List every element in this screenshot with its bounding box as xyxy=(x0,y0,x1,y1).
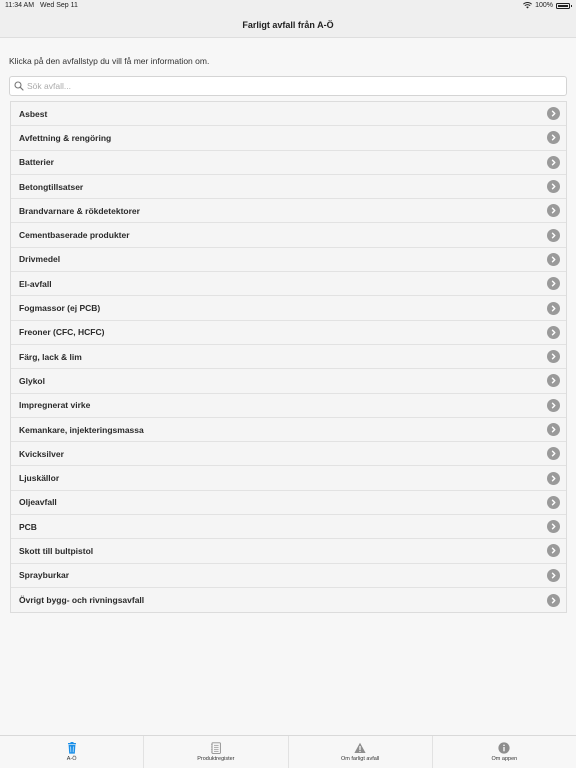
list-item-label: Fogmassor (ej PCB) xyxy=(19,303,101,314)
list-item-label: PCB xyxy=(19,521,37,532)
search-input[interactable] xyxy=(27,81,547,91)
chevron-right-icon xyxy=(547,326,560,339)
list-item-label: Sprayburkar xyxy=(19,570,70,581)
chevron-right-icon xyxy=(547,253,560,266)
chevron-right-icon xyxy=(547,594,560,607)
wifi-icon xyxy=(523,2,532,9)
list-item-label: Asbest xyxy=(19,108,48,119)
list-item[interactable] xyxy=(11,248,566,272)
list-item-label: Kemankare, injekteringsmassa xyxy=(19,424,144,435)
tab-om-appen[interactable] xyxy=(433,736,576,768)
chevron-right-icon xyxy=(547,399,560,412)
chevron-right-icon xyxy=(547,302,560,315)
list-item-label: Cementbaserade produkter xyxy=(19,230,130,241)
chevron-right-icon xyxy=(547,569,560,582)
battery-icon xyxy=(556,3,570,9)
list-item-label: Drivmedel xyxy=(19,254,61,265)
list-item-label: Oljeavfall xyxy=(19,497,57,508)
chevron-right-icon xyxy=(547,204,560,217)
chevron-right-icon xyxy=(547,229,560,242)
chevron-right-icon xyxy=(547,447,560,460)
status-date: Wed Sep 11 xyxy=(40,2,78,9)
chevron-right-icon xyxy=(547,520,560,533)
list-item-label: Övrigt bygg- och rivningsavfall xyxy=(19,595,145,606)
chevron-right-icon xyxy=(547,374,560,387)
list-item-label: Skott till bultpistol xyxy=(19,545,94,556)
chevron-right-icon xyxy=(547,277,560,290)
list-item[interactable] xyxy=(11,296,566,320)
tab-bar xyxy=(0,735,576,768)
notebook-icon xyxy=(210,742,222,754)
tab-a[interactable] xyxy=(0,736,144,768)
nav-bar xyxy=(0,12,576,38)
list-item[interactable] xyxy=(11,539,566,563)
chevron-right-icon xyxy=(547,131,560,144)
chevron-right-icon xyxy=(547,472,560,485)
list-item[interactable] xyxy=(11,272,566,296)
list-item[interactable] xyxy=(11,126,566,150)
chevron-right-icon xyxy=(547,423,560,436)
chevron-right-icon xyxy=(547,180,560,193)
list-item-label: El-avfall xyxy=(19,278,52,289)
waste-type-list xyxy=(10,101,567,613)
list-item[interactable] xyxy=(11,588,566,612)
warning-icon xyxy=(354,742,366,754)
list-item-label: Brandvarnare & rökdetektorer xyxy=(19,205,140,216)
intro-text: Klicka på den avfallstyp du vill få mer information om. xyxy=(9,56,210,66)
list-item-label: Avfettning & rengöring xyxy=(19,132,112,143)
list-item[interactable] xyxy=(11,442,566,466)
tab-label: Om farligt avfall xyxy=(341,756,380,762)
tab-label: Produktregister xyxy=(197,756,235,762)
list-item[interactable] xyxy=(11,418,566,442)
info-icon xyxy=(498,742,510,754)
list-item[interactable] xyxy=(11,491,566,515)
list-item[interactable] xyxy=(11,321,566,345)
list-item[interactable] xyxy=(11,199,566,223)
page-title: Farligt avfall från A-Ö xyxy=(242,19,334,30)
list-item-label: Batterier xyxy=(19,157,54,168)
tab-produktregister[interactable] xyxy=(144,736,288,768)
list-item-label: Kvicksilver xyxy=(19,448,64,459)
list-item[interactable] xyxy=(11,151,566,175)
tab-om-farligt-avfall[interactable] xyxy=(289,736,433,768)
tab-label: A-Ö xyxy=(66,756,77,762)
list-item[interactable] xyxy=(11,515,566,539)
list-item-label: Betongtillsatser xyxy=(19,181,84,192)
chevron-right-icon xyxy=(547,107,560,120)
list-item[interactable] xyxy=(11,564,566,588)
list-item[interactable] xyxy=(11,175,566,199)
list-item[interactable] xyxy=(11,102,566,126)
chevron-right-icon xyxy=(547,350,560,363)
search-bar[interactable] xyxy=(9,76,567,96)
chevron-right-icon xyxy=(547,156,560,169)
list-item-label: Ljuskällor xyxy=(19,473,60,484)
search-icon xyxy=(14,81,24,91)
list-item[interactable] xyxy=(11,369,566,393)
list-item[interactable] xyxy=(11,466,566,490)
list-item-label: Freoner (CFC, HCFC) xyxy=(19,327,105,338)
battery-percent: 100% xyxy=(535,2,553,9)
list-item[interactable] xyxy=(11,394,566,418)
list-item[interactable] xyxy=(11,345,566,369)
list-item-label: Färg, lack & lim xyxy=(19,351,82,362)
list-item-label: Glykol xyxy=(19,375,45,386)
status-time: 11:34 AM xyxy=(5,2,35,9)
trash-icon xyxy=(66,742,78,754)
list-item[interactable] xyxy=(11,223,566,247)
chevron-right-icon xyxy=(547,496,560,509)
list-item-label: Impregnerat virke xyxy=(19,400,91,411)
tab-label: Om appen xyxy=(491,756,518,762)
status-bar xyxy=(0,0,576,12)
chevron-right-icon xyxy=(547,544,560,557)
